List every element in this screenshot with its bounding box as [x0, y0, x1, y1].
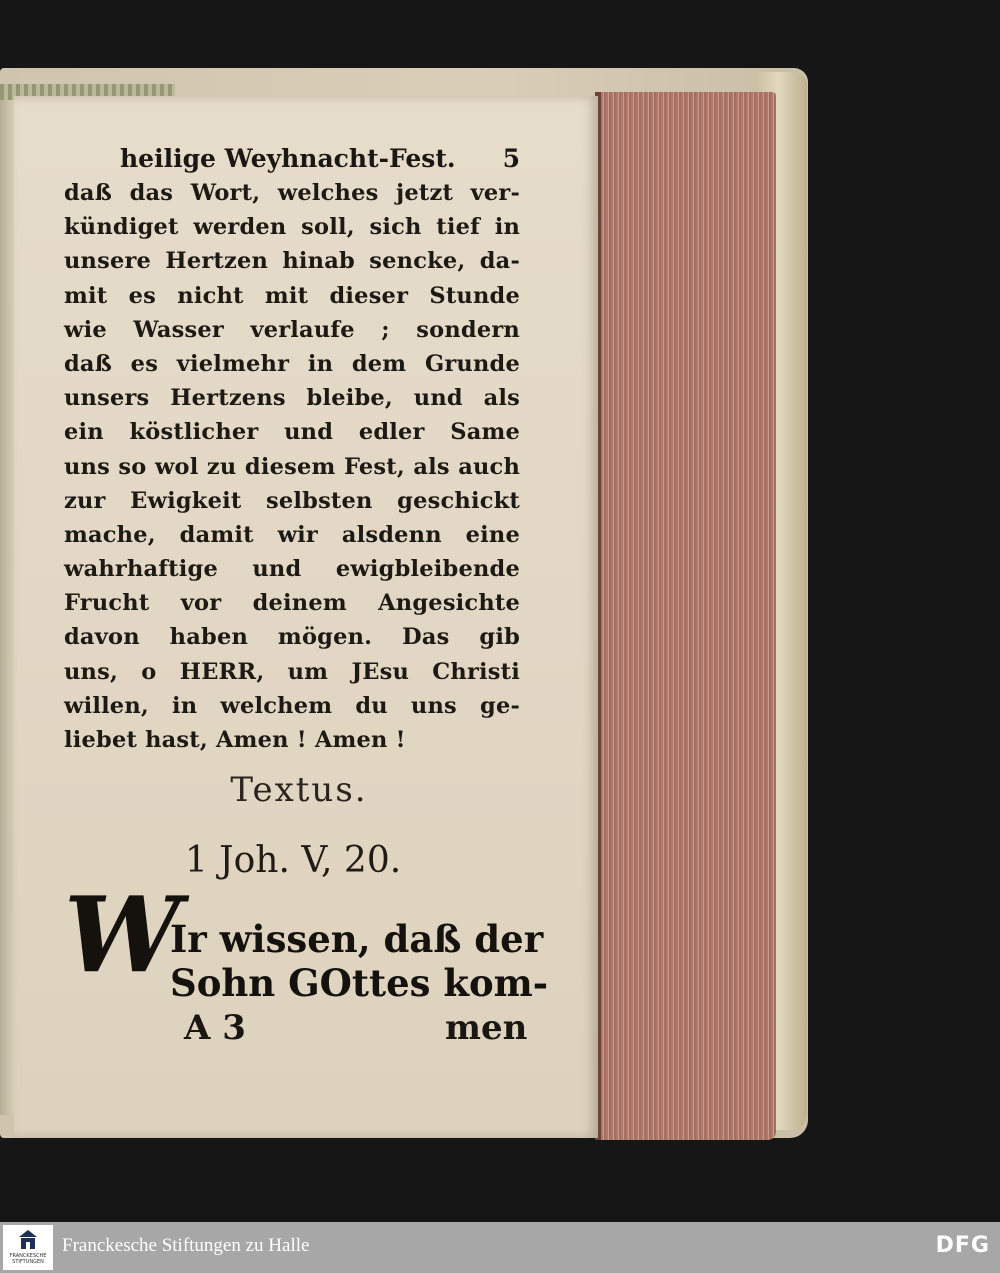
text-line: zur Ewigkeit selbsten geschickt [64, 487, 520, 514]
dfg-logo: DFG [935, 1233, 990, 1258]
viewer-footer [0, 1222, 1000, 1273]
text-line: willen, in welchem du uns ge- [64, 692, 520, 719]
text-line: uns, o HERR, um JEsu Christi [64, 658, 520, 685]
section-heading: Textus. [230, 770, 368, 810]
page-number: 5 [502, 144, 520, 173]
running-head-title: heilige Weyhnacht-Fest. [120, 144, 456, 173]
logo-text: FRANCKESCHE STIFTUNGEN [9, 1253, 47, 1265]
scripture-reference: 1 Joh. V, 20. [184, 840, 402, 881]
verse-line: Sohn GOttes kom- [170, 961, 549, 1005]
text-line: wahrhaftige und ewigbleibende [64, 556, 520, 583]
text-line: davon haben mögen. Das gib [64, 624, 520, 651]
prayer-text [64, 176, 520, 757]
previous-page-edge [0, 100, 14, 1115]
text-line: liebet hast, Amen ! Amen ! [64, 727, 406, 753]
institution-name: Franckesche Stiftungen zu Halle [62, 1235, 310, 1256]
red-page-edges [595, 92, 776, 1140]
text-line: unsere Hertzen hinab sencke, da- [64, 248, 520, 275]
text-line: uns so wol zu diesem Fest, als auch [64, 453, 520, 480]
text-line: ein köstlicher und edler Same [64, 419, 520, 446]
institution-logo [3, 1225, 53, 1270]
text-line: mache, damit wir alsdenn eine [64, 521, 520, 548]
text-line: mit es nicht mit dieser Stunde [64, 282, 520, 309]
text-line: Frucht vor deinem Angesichte [64, 590, 520, 617]
drop-cap: W [64, 873, 181, 996]
text-line: unsers Hertzens bleibe, und als [64, 385, 520, 412]
verse-line: Ir wissen, daß der [170, 917, 544, 961]
text-line: daß es vielmehr in dem Grunde [64, 350, 520, 377]
text-line: wie Wasser verlaufe ; sondern [64, 316, 520, 343]
running-head [120, 144, 520, 180]
text-line: kündiget werden soll, sich tief in [64, 214, 520, 241]
text-line: daß das Wort, welches jetzt ver- [64, 180, 520, 206]
signature-mark: A 3 [184, 1008, 246, 1048]
building-icon [18, 1229, 38, 1251]
catchword: men [445, 1008, 528, 1048]
